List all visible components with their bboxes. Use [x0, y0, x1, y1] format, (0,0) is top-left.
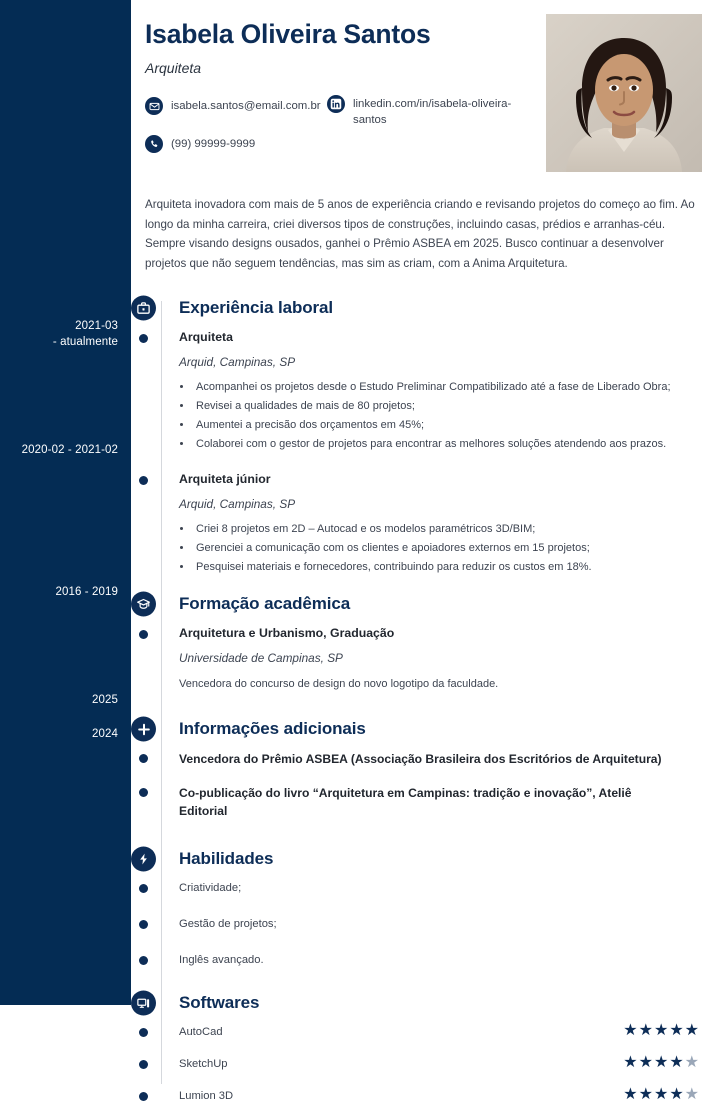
software-rating	[623, 1087, 722, 1103]
sidebar-date-experience-2	[0, 442, 118, 458]
timeline-dot	[139, 334, 148, 343]
star-icon: ★	[638, 1022, 654, 1039]
sidebar-date-education-1	[0, 584, 118, 600]
timeline-dot	[139, 1060, 148, 1069]
list-item: • Revisei a qualidades de mais de 80 projetos;	[193, 398, 722, 415]
skill-item	[179, 880, 722, 898]
contact-email-text: isabela.santos@email.com.br	[171, 100, 321, 112]
star-icon: ★	[638, 1086, 654, 1103]
sidebar-date-column	[0, 0, 131, 1005]
entry-title: Arquitetura e Urbanismo, Graduação	[179, 626, 395, 640]
skill-label: Gestão de projetos;	[179, 918, 277, 930]
timeline-dot	[139, 884, 148, 893]
date-line: 2016 - 2019	[55, 586, 118, 598]
star-icon: ★	[653, 1054, 670, 1071]
software-item	[179, 1088, 722, 1106]
sidebar-date-experience-1	[0, 318, 118, 350]
date-line: 2024	[92, 728, 118, 740]
graduation-cap-icon	[131, 592, 156, 617]
date-line: 2025	[92, 694, 118, 706]
entry-title: Arquiteta	[179, 330, 233, 344]
entry-bullet-list	[193, 521, 722, 576]
resume-sections	[131, 293, 722, 1106]
star-icon: ★	[669, 1086, 685, 1103]
skill-label: Inglês avançado.	[179, 954, 264, 966]
section-header-experience	[179, 293, 722, 323]
skill-label: Criatividade;	[179, 882, 242, 894]
timeline-dot	[139, 920, 148, 929]
entry-subtitle: Arquid, Campinas, SP	[179, 355, 296, 369]
date-line: 2021-03	[75, 320, 118, 332]
skill-item	[179, 952, 722, 970]
lightning-bolt-icon	[131, 847, 156, 872]
software-rating	[623, 1055, 722, 1071]
list-item: • Pesquisei materiais e fornecedores, contribuindo para reduzir os custos em 18%.	[193, 559, 722, 576]
profile-photo-image	[546, 14, 702, 172]
date-line: - atualmente	[52, 336, 118, 348]
sidebar-date-additional-1	[0, 692, 118, 708]
section-title: Experiência laboral	[179, 298, 334, 317]
timeline-dot	[139, 630, 148, 639]
entry-title: Arquiteta júnior	[179, 471, 271, 486]
timeline-dot	[139, 1092, 148, 1101]
entry-subtitle: Universidade de Campinas, SP	[179, 651, 343, 665]
software-label: Lumion 3D	[179, 1090, 234, 1102]
contact-phone-text: (99) 99999-9999	[171, 138, 256, 150]
professional-summary: Arquiteta inovadora com mais de 5 anos de experiência criando e revisando projetos do começo ao fim. Ao longo da minha carreira, criei diversos tipos de construções, incluindo casas, prédios e arranhas-céu. Sempre visando designs ousados, ganhei o Prêmio ASBEA em 2025. Busco continuar a desenvolver projetos que não seguem tendências, mas sim as criam, com a Anima Arquitetura.	[145, 198, 695, 270]
section-education	[131, 589, 722, 692]
additional-item-text: Vencedora do Prêmio ASBEA (Associação Brasileira dos Escritórios de Arquitetura)	[179, 752, 662, 766]
timeline-dot	[139, 956, 148, 965]
section-header-education	[179, 589, 722, 619]
section-skills	[131, 844, 722, 970]
timeline-dot	[139, 788, 148, 797]
section-header-additional	[179, 714, 722, 744]
profile-photo	[546, 14, 702, 172]
star-icon: ★	[684, 1086, 700, 1103]
additional-item-text: Co-publicação do livro “Arquitetura em Campinas: tradição e inovação”, Ateliê Editorial	[179, 786, 632, 818]
timeline-dot	[139, 476, 148, 485]
job-title: Arquiteta	[145, 60, 202, 76]
star-icon: ★	[653, 1022, 670, 1039]
section-title: Habilidades	[179, 849, 274, 868]
entry-note: Vencedora do concurso de design do novo logotipo da faculdade.	[179, 678, 499, 690]
software-item	[179, 1056, 722, 1074]
section-experience	[131, 293, 722, 575]
star-icon: ★	[684, 1054, 700, 1071]
star-icon: ★	[653, 1086, 670, 1103]
list-item: • Gerenciei a comunicação com os clientes e apoiadores externos em 15 projetos;	[193, 540, 722, 557]
star-icon: ★	[684, 1022, 700, 1039]
section-additional	[131, 714, 722, 820]
entry-bullet-list	[193, 379, 722, 453]
phone-icon	[145, 135, 163, 153]
software-rating	[623, 1023, 722, 1039]
timeline-dot	[139, 1028, 148, 1037]
list-item: • Colaborei com o gestor de projetos para encontrar as melhores soluções atendendo aos prazos.	[193, 436, 722, 453]
envelope-icon	[145, 97, 163, 115]
section-title: Softwares	[179, 993, 260, 1012]
star-icon: ★	[623, 1054, 639, 1071]
contact-email[interactable]	[145, 97, 321, 115]
contact-info	[145, 97, 545, 175]
section-header-skills	[179, 844, 722, 874]
section-title: Informações adicionais	[179, 719, 366, 738]
education-entry	[179, 625, 722, 692]
section-title: Formação acadêmica	[179, 594, 351, 613]
contact-linkedin-text: linkedin.com/in/isabela-oliveira-santos	[353, 98, 512, 126]
star-icon: ★	[623, 1022, 639, 1039]
section-header-software	[179, 988, 722, 1018]
star-icon: ★	[623, 1086, 639, 1103]
linkedin-icon	[327, 95, 345, 113]
star-icon: ★	[669, 1054, 685, 1071]
software-label: AutoCad	[179, 1026, 223, 1038]
entry-subtitle: Arquid, Campinas, SP	[179, 496, 296, 511]
additional-item	[179, 784, 722, 820]
experience-entry	[179, 471, 722, 576]
contact-phone[interactable]	[145, 135, 255, 153]
skill-item	[179, 916, 722, 934]
star-icon: ★	[638, 1054, 654, 1071]
monitor-icon	[131, 991, 156, 1016]
plus-circle-icon	[131, 717, 156, 742]
briefcase-icon	[131, 296, 156, 321]
list-item: • Acompanhei os projetos desde o Estudo Preliminar Compatibilizado até a fase de Liberado Obra;	[193, 379, 722, 396]
software-item	[179, 1024, 722, 1042]
star-icon: ★	[669, 1022, 685, 1039]
timeline-dot	[139, 754, 148, 763]
list-item: • Aumentei a precisão dos orçamentos em 45%;	[193, 417, 722, 434]
sidebar-date-additional-2	[0, 726, 118, 742]
additional-item	[179, 750, 722, 768]
software-label: SketchUp	[179, 1058, 228, 1070]
section-software	[131, 988, 722, 1106]
resume-main-column	[131, 0, 722, 1103]
date-line: 2020-02 - 2021-02	[21, 444, 118, 456]
contact-linkedin[interactable]	[327, 95, 517, 128]
experience-entry	[179, 329, 722, 453]
page-title: Isabela Oliveira Santos	[145, 19, 431, 49]
resume-header	[131, 0, 722, 175]
list-item: • Criei 8 projetos em 2D – Autocad e os modelos paramétricos 3D/BIM;	[193, 521, 722, 538]
